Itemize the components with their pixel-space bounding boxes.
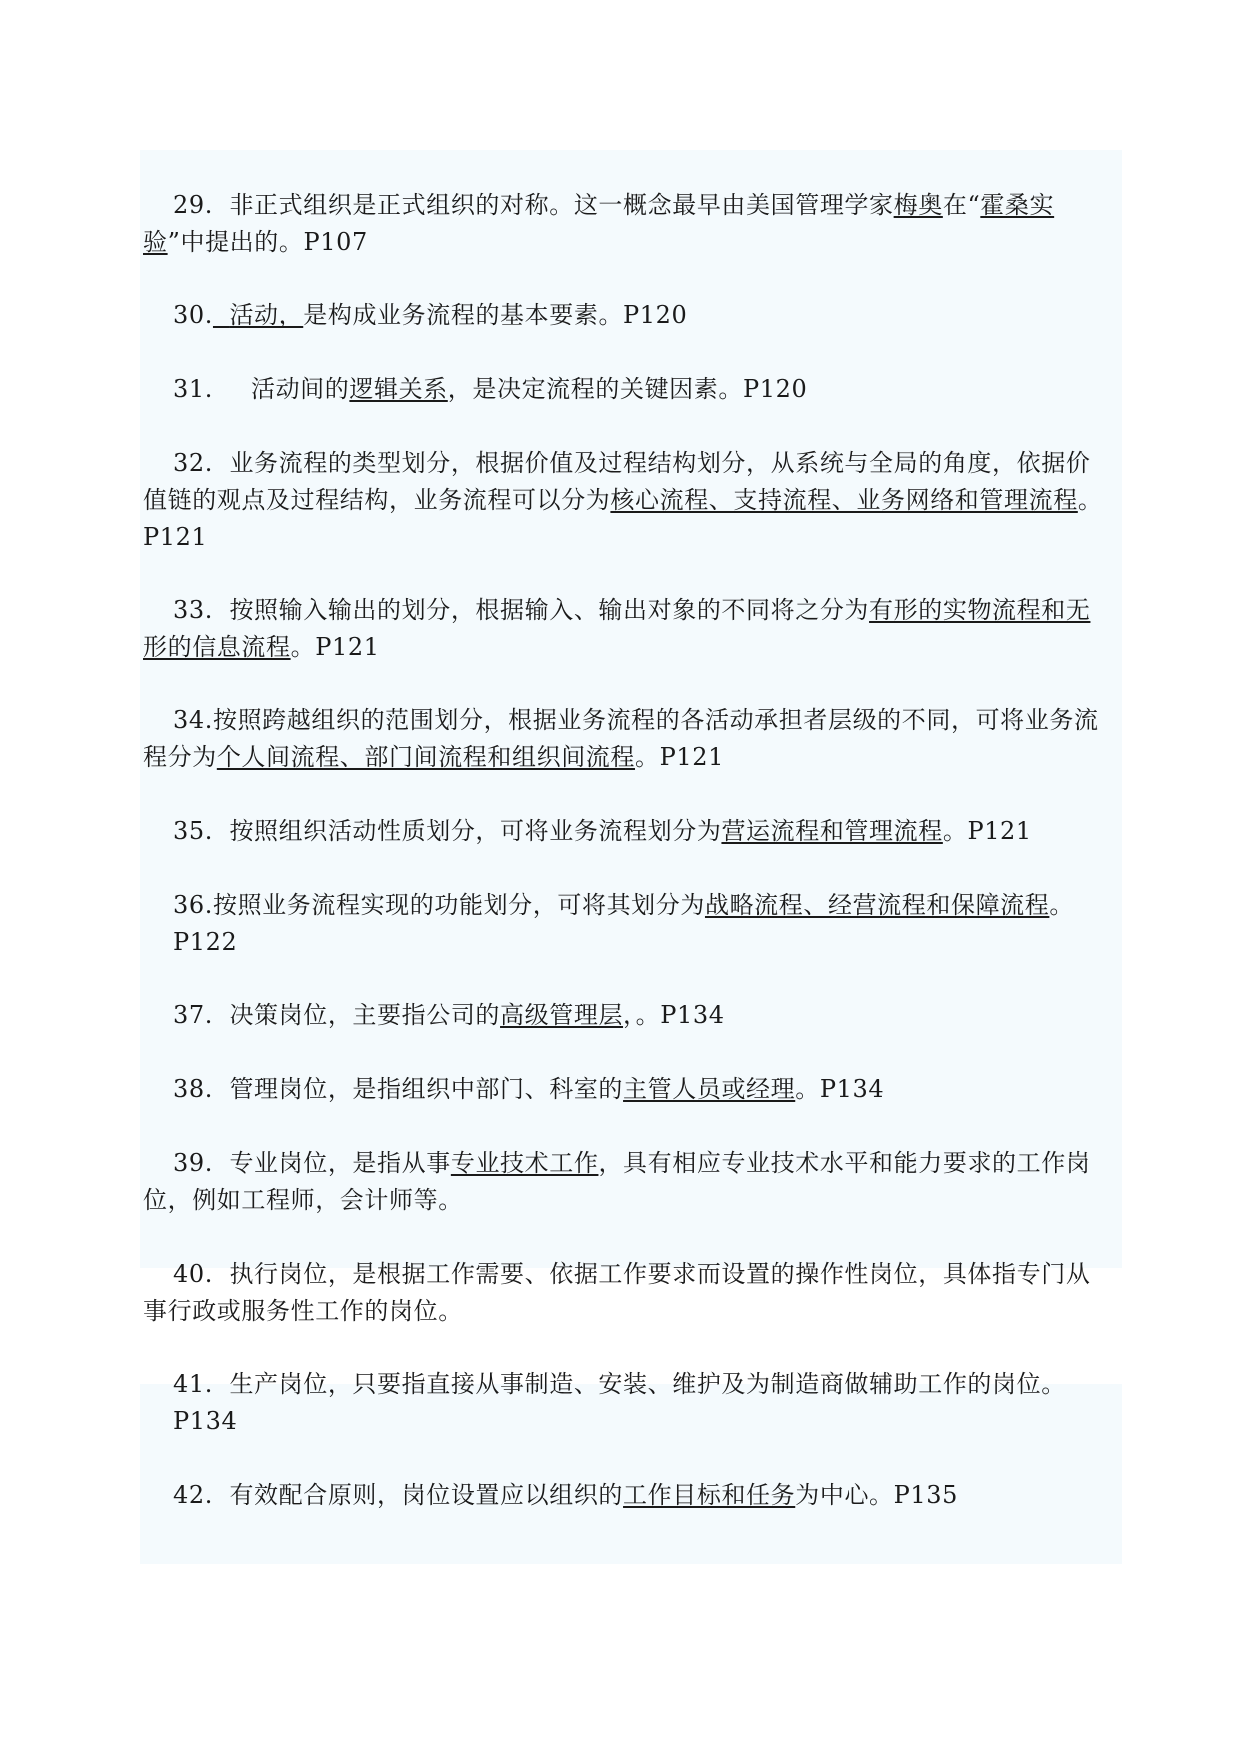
list-item: 34.按照跨越组织的范围划分，根据业务流程的各活动承担者层级的不同，可将业务流程分为个人间流程、部门间流程和组织间流程。P121 — [143, 706, 1099, 771]
list-item: 40. 执行岗位，是根据工作需要、依据工作要求而设置的操作性岗位，具体指专门从事行政或服务性工作的岗位。 — [143, 1260, 1091, 1325]
list-item: 29. 非正式组织是正式组织的对称。这一概念最早由美国管理学家梅奥在“霍桑实验”中提出的。P107 — [143, 191, 1055, 256]
list-item: 33. 按照输入输出的划分，根据输入、输出对象的不同将之分为有形的实物流程和无形的信息流程。P121 — [143, 596, 1091, 661]
list-item: 32. 业务流程的类型划分，根据价值及过程结构划分，从系统与全局的角度，依据价值链的观点及过程结构，业务流程可以分为核心流程、支持流程、业务网络和管理流程。P121 — [143, 449, 1103, 551]
list-item: 31. 活动间的逻辑关系，是决定流程的关键因素。P120 — [173, 375, 808, 403]
list-item: 37. 决策岗位，主要指公司的高级管理层，。P134 — [173, 1001, 725, 1029]
list-item: 42. 有效配合原则，岗位设置应以组织的工作目标和任务为中心。P135 — [173, 1481, 959, 1509]
list-item: 35. 按照组织活动性质划分，可将业务流程划分为营运流程和管理流程。P121 — [173, 817, 1032, 845]
list-item: 41. 生产岗位，只要指直接从事制造、安装、维护及为制造商做辅助工作的岗位。P134 — [173, 1370, 1066, 1435]
list-item: 30. 活动，是构成业务流程的基本要素。P120 — [173, 301, 688, 329]
list-item: 38. 管理岗位，是指组织中部门、科室的主管人员或经理。P134 — [173, 1075, 885, 1103]
list-item: 36.按照业务流程实现的功能划分，可将其划分为战略流程、经营流程和保障流程。P122 — [173, 891, 1074, 956]
list-item: 39. 专业岗位，是指从事专业技术工作，具有相应专业技术水平和能力要求的工作岗位，例如工程师，会计师等。 — [143, 1149, 1091, 1214]
